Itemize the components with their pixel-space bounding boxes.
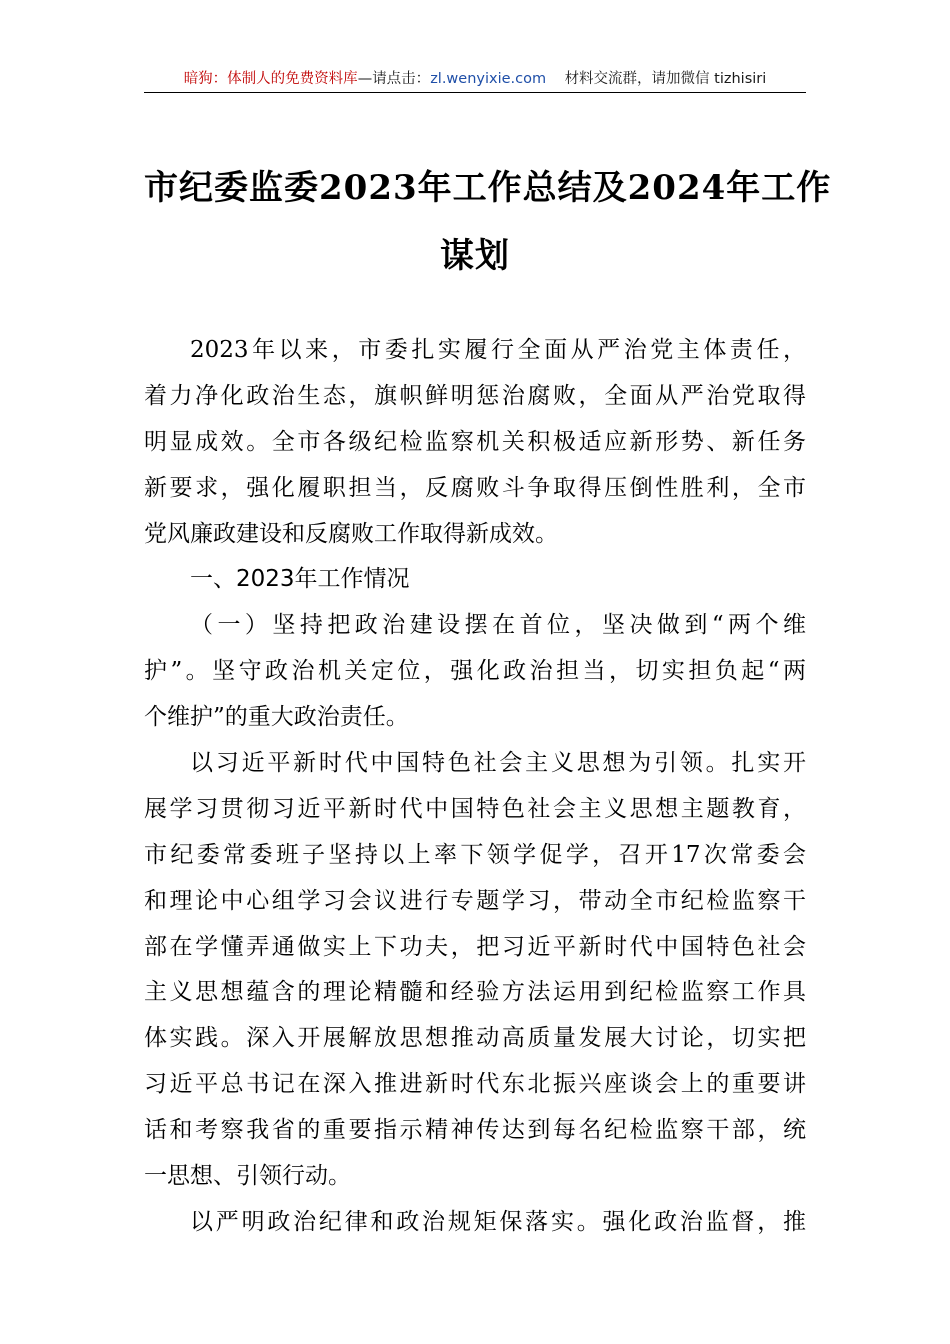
body-line: 展学习贯彻习近平新时代中国特色社会主义思想主题教育， xyxy=(144,795,806,822)
body-line: 2023年以来，市委扎实履行全面从严治党主体责任， xyxy=(190,337,806,363)
document-body xyxy=(144,328,806,1246)
body-line: 一思想、引领行动。 xyxy=(144,1163,351,1190)
body-line: 着力净化政治生态，旗帜鲜明惩治腐败，全面从严治党取得 xyxy=(144,382,806,409)
body-line: 主义思想蕴含的理论精髓和经验方法运用到纪检监察工作具 xyxy=(144,979,806,1006)
header-wechat-note: 材料交流群，请加微信 tizhisiri xyxy=(564,71,767,87)
subsection-heading-line: （一）坚持把政治建设摆在首位，坚决做到“两个维 xyxy=(190,612,806,639)
body-line: 和理论中心组学习会议进行专题学习，带动全市纪检监察干 xyxy=(144,887,806,914)
body-line: 以严明政治纪律和政治规矩保落实。强化政治监督，推 xyxy=(190,1208,806,1235)
body-line: 护”。坚守政治机关定位，强化政治担当，切实担负起“两 xyxy=(144,658,806,685)
body-line: 体实践。深入开展解放思想推动高质量发展大讨论，切实把 xyxy=(144,1025,806,1052)
body-line: 部在学懂弄通做实上下功夫，把习近平新时代中国特色社会 xyxy=(144,933,806,960)
document-title-line-2: 谋划 xyxy=(440,236,510,276)
header-site-link[interactable]: zl.wenyixie.com xyxy=(430,71,547,87)
body-line: 以习近平新时代中国特色社会主义思想为引领。扎实开 xyxy=(190,750,806,777)
body-line: 党风廉政建设和反腐败工作取得新成效。 xyxy=(144,520,558,547)
body-line: 明显成效。全市各级纪检监察机关积极适应新形势、新任务 xyxy=(144,428,806,455)
document-title-line-1: 市纪委监委2023年工作总结及2024年工作 xyxy=(144,168,832,208)
section-heading: 一、2023年工作情况 xyxy=(190,566,410,593)
page-header-banner xyxy=(144,66,806,93)
body-line: 个维护”的重大政治责任。 xyxy=(144,704,409,731)
header-click-prompt: —请点击： xyxy=(357,71,431,87)
body-line: 话和考察我省的重要指示精神传达到每名纪检监察干部，统 xyxy=(144,1117,806,1144)
body-line: 新要求，强化履职担当，反腐败斗争取得压倒性胜利，全市 xyxy=(144,474,806,501)
body-line: 习近平总书记在深入推进新时代东北振兴座谈会上的重要讲 xyxy=(144,1071,806,1098)
header-site-name: 暗狗：体制人的免费资料库 xyxy=(183,71,358,87)
body-line: 市纪委常委班子坚持以上率下领学促学，召开17次常委会 xyxy=(144,841,806,868)
